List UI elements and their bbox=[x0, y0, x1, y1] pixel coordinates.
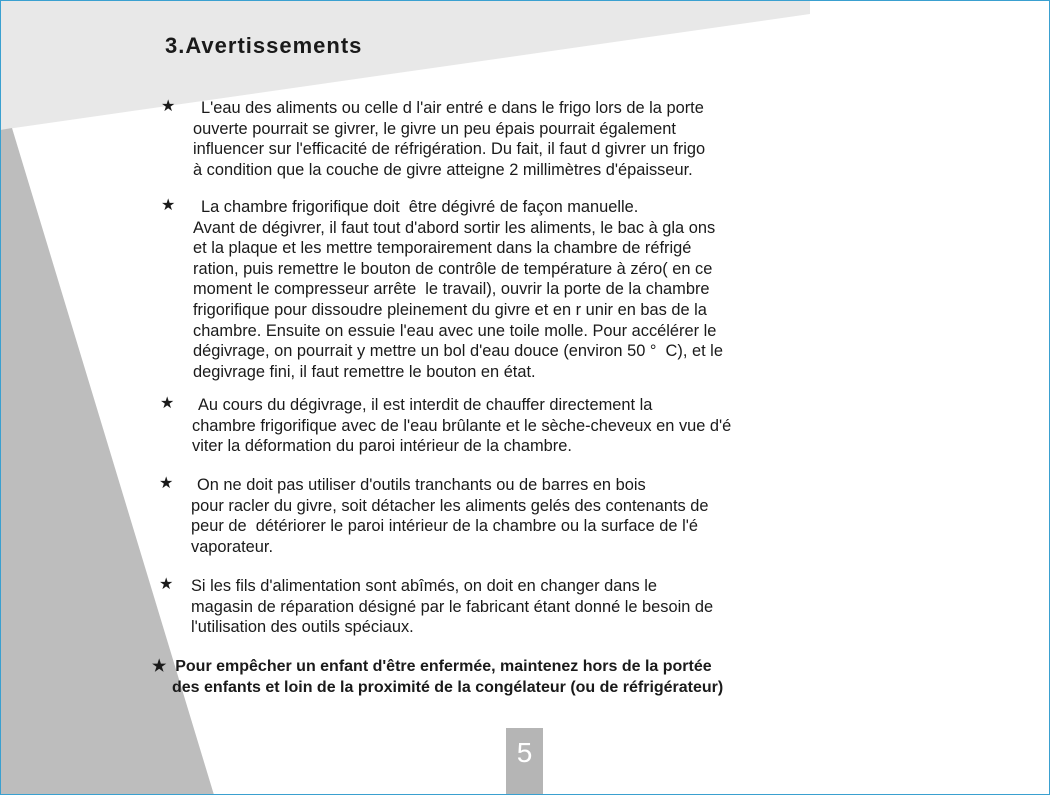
star-icon: ★ bbox=[159, 475, 174, 492]
warning-line: frigorifique pour dissoudre pleinement du givre et en r unir en bas de la bbox=[193, 300, 707, 319]
warning-line: l'utilisation des outils spéciaux. bbox=[191, 618, 414, 637]
warning-line: dégivrage, on pourrait y mettre un bol d'eau douce (environ 50 ° C), et le bbox=[193, 342, 723, 361]
warning-line: chambre frigorifique avec de l'eau brûlante et le sèche-cheveux en vue d'é bbox=[192, 416, 732, 435]
warning-line: ration, puis remettre le bouton de contrôle de température à zéro( en ce bbox=[193, 259, 713, 278]
warning-item-5 bbox=[159, 576, 714, 638]
note-line-1: ★ Pour empêcher un enfant d'être enfermée, maintenez hors de la portée bbox=[152, 658, 712, 675]
warning-line: chambre. Ensuite on essuie l'eau avec une toile molle. Pour accélérer le bbox=[193, 321, 717, 340]
star-icon: ★ bbox=[161, 98, 176, 115]
page-number: 5 bbox=[506, 728, 543, 794]
warning-item-1 bbox=[161, 98, 706, 180]
star-icon: ★ bbox=[159, 576, 174, 593]
warning-line: vaporateur. bbox=[191, 537, 274, 556]
warning-item-2 bbox=[161, 197, 723, 382]
warning-line: pour racler du givre, soit détacher les aliments gelés des contenants de bbox=[191, 496, 709, 515]
warning-item-4 bbox=[159, 475, 709, 557]
warning-line: moment le compresseur arrête le travail), ouvrir la porte de la chambre bbox=[193, 280, 710, 299]
star-icon: ★ bbox=[160, 395, 175, 412]
warning-line: magasin de réparation désigné par le fabricant étant donné le besoin de bbox=[191, 597, 714, 616]
warning-line: et la plaque et les mettre temporairement dans la chambre de réfrigé bbox=[193, 239, 692, 258]
warning-line: Au cours du dégivrage, il est interdit de chauffer directement la bbox=[198, 396, 653, 414]
warning-line: viter la déformation du paroi intérieur de la chambre. bbox=[192, 437, 572, 456]
warning-line: On ne doit pas utiliser d'outils tranchants ou de barres en bois bbox=[197, 476, 646, 494]
warning-line: La chambre frigorifique doit être dégivré de façon manuelle. bbox=[201, 198, 639, 216]
page-title: 3.Avertissements bbox=[165, 33, 363, 58]
warning-line: à condition que la couche de givre atteigne 2 millimètres d'épaisseur. bbox=[193, 160, 693, 179]
warning-line: degivrage fini, il faut remettre le bouton en état. bbox=[193, 362, 536, 381]
note-line-2: des enfants et loin de la proximité de la congélateur (ou de réfrigérateur) bbox=[172, 679, 724, 696]
warning-line: peur de détériorer le paroi intérieur de la chambre ou la surface de l'é bbox=[191, 517, 698, 536]
warning-line: Si les fils d'alimentation sont abîmés, on doit en changer dans le bbox=[191, 577, 657, 595]
warning-line: influencer sur l'efficacité de réfrigération. Du fait, il faut d givrer un frigo bbox=[193, 140, 706, 159]
child-safety-note bbox=[152, 656, 723, 698]
warning-line: Avant de dégivrer, il faut tout d'abord sortir les aliments, le bac à gla ons bbox=[193, 218, 716, 237]
warning-line: ouverte pourrait se givrer, le givre un peu épais pourrait également bbox=[193, 119, 676, 138]
warning-item-3 bbox=[160, 395, 732, 457]
warning-line: L'eau des aliments ou celle d l'air entré e dans le frigo lors de la porte bbox=[201, 99, 704, 117]
star-icon: ★ bbox=[161, 197, 176, 214]
